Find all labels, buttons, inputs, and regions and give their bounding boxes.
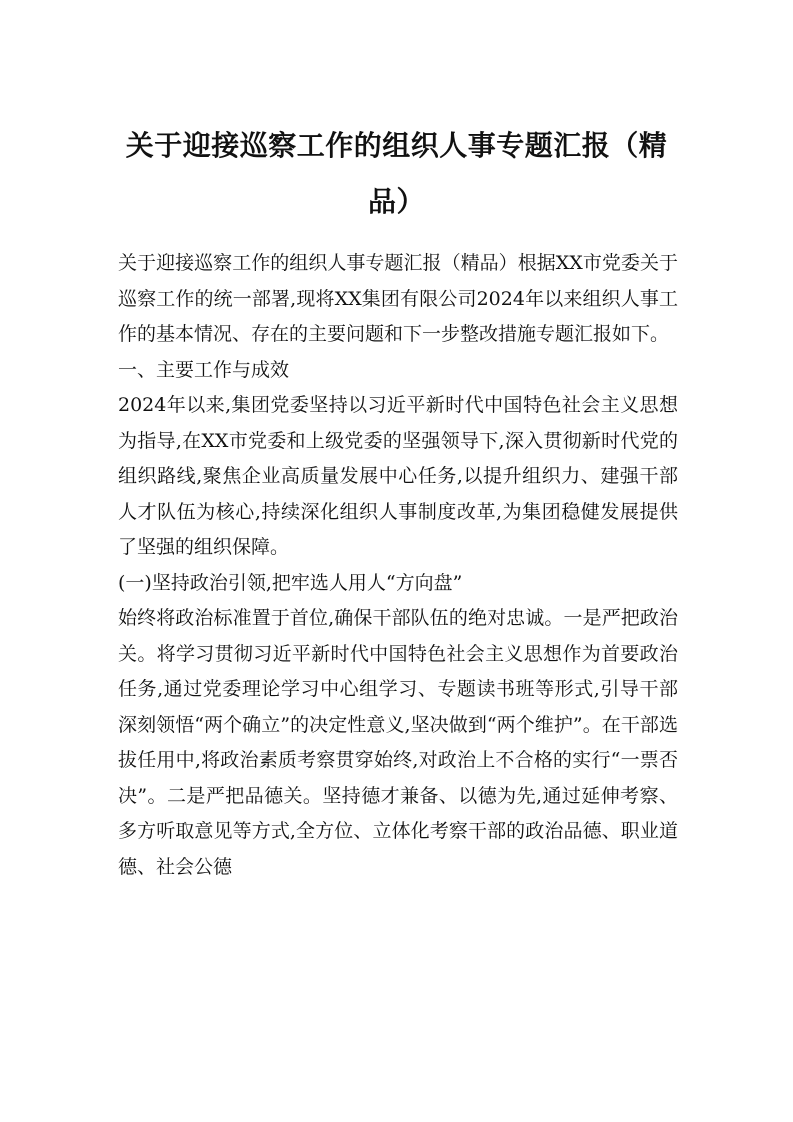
intro-paragraph: 关于迎接巡察工作的组织人事专题汇报（精品）根据XX市党委关于巡察工作的统一部署,现将XX集团有限公司2024年以来组织人事工作的基本情况、存在的主要问题和下一步整改措施专题汇报如下。 xyxy=(118,252,678,345)
document-body xyxy=(118,246,678,885)
section-paragraph: 2024年以来,集团党委坚持以习近平新时代中国特色社会主义思想为指导,在XX市党委和上级党委的坚强领导下,深入贯彻新时代党的组织路线,聚焦企业高质量发展中心任务,以提升组织力、建强干部人才队伍为核心,持续深化组织人事制度改革,为集团稳健发展提供了坚强的组织保障。 xyxy=(118,394,678,558)
section-heading-1: 一、主要工作与成效 xyxy=(118,358,290,381)
subsection-heading-1: (一)坚持政治引领,把牢选人用人“方向盘” xyxy=(118,571,463,594)
subsection-paragraph: 始终将政治标准置于首位,确保干部队伍的绝对忠诚。一是严把政治关。将学习贯彻习近平新时代中国特色社会主义思想作为首要政治任务,通过党委理论学习中心组学习、专题读书班等形式,引导干部深刻领悟“两个确立”的决定性意义,坚决做到“两个维护”。在干部选拔任用中,将政治素质考察贯穿始终,对政治上不合格的实行“一票否决”。二是严把品德关。坚持德才兼备、以德为先,通过延伸考察、多方听取意见等方式,全方位、立体化考察干部的政治品德、职业道德、社会公德 xyxy=(118,607,678,878)
document-title: 关于迎接巡察工作的组织人事专题汇报（精品） xyxy=(125,129,668,218)
